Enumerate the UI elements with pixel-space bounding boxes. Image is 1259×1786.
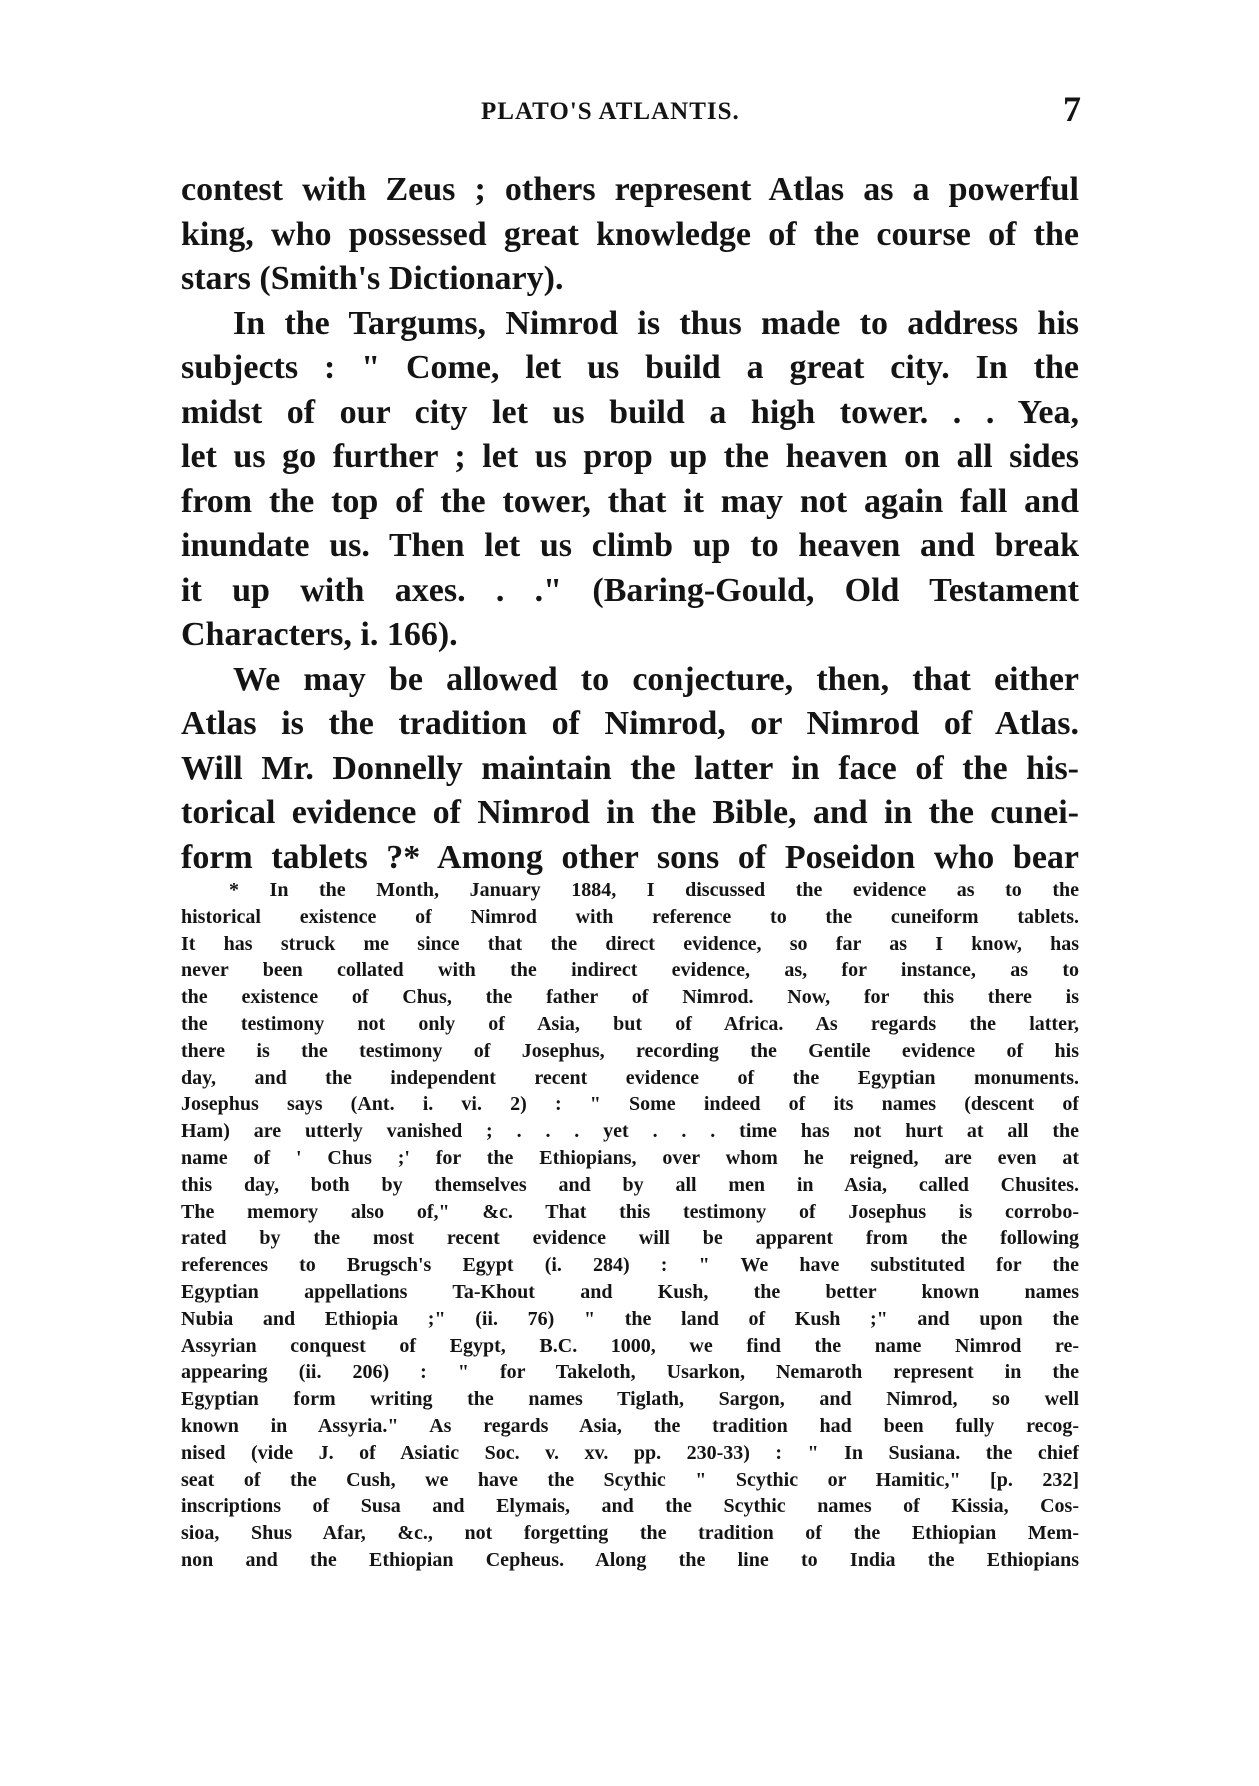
text-line: it up with axes. . ." (Baring-Gould, Old Testament	[181, 571, 1079, 609]
main-text	[181, 168, 1079, 880]
text-line: midst of our city let us build a high tower. . . Yea,	[181, 393, 1079, 431]
footnote-line: Nubia and Ethiopia ;" (ii. 76) " the land of Kush ;" and upon the	[181, 1307, 1079, 1330]
footnote-line: known in Assyria." As regards Asia, the tradition had been fully recog-	[181, 1414, 1079, 1437]
footnote-line: seat of the Cush, we have the Scythic " Scythic or Hamitic," [p. 232]	[181, 1468, 1079, 1491]
page-number: 7	[1063, 89, 1081, 129]
footnote-line: nised (vide J. of Asiatic Soc. v. xv. pp. 230-33) : " In Susiana. the chief	[181, 1441, 1079, 1464]
text-line: inundate us. Then let us climb up to heaven and break	[181, 527, 1079, 564]
footnote-line: Ham) are utterly vanished ; . . . yet . . . time has not hurt at all the	[181, 1120, 1079, 1143]
footnote-line: Josephus says (Ant. i. vi. 2) : " Some indeed of its names (descent of	[181, 1093, 1079, 1116]
footnote-line: It has struck me since that the direct evidence, so far as I know, has	[181, 932, 1079, 955]
footnote-line: Egyptian form writing the names Tiglath, Sargon, and Nimrod, so well	[181, 1388, 1079, 1411]
text-line: let us go further ; let us prop up the heaven on all sides	[181, 438, 1079, 475]
text-line: subjects : " Come, let us build a great city. In the	[181, 349, 1079, 386]
footnote	[181, 877, 1079, 1574]
footnote-line: The memory also of," &c. That this testimony of Josephus is corrobo-	[181, 1200, 1079, 1223]
footnote-line: there is the testimony of Josephus, recording the Gentile evidence of his	[181, 1039, 1079, 1062]
text-line: from the top of the tower, that it may not again fall and	[181, 482, 1079, 520]
footnote-line: Egyptian appellations Ta-Khout and Kush, the better known names	[181, 1280, 1079, 1303]
footnote-line: the testimony not only of Asia, but of Africa. As regards the latter,	[181, 1012, 1079, 1035]
running-title: PLATO'S ATLANTIS.	[481, 98, 740, 125]
text-line: We may be allowed to conjecture, then, that either	[233, 660, 1079, 698]
text-line: king, who possessed great knowledge of the course of the	[181, 215, 1079, 253]
footnote-line: never been collated with the indirect evidence, as, for instance, as to	[181, 959, 1079, 982]
footnote-line: the existence of Chus, the father of Nimrod. Now, for this there is	[181, 986, 1079, 1009]
text-line: In the Targums, Nimrod is thus made to address his	[233, 304, 1079, 342]
footnote-line: day, and the independent recent evidence of the Egyptian monuments.	[181, 1066, 1079, 1089]
footnote-line: appearing (ii. 206) : " for Takeloth, Usarkon, Nemaroth represent in the	[181, 1361, 1079, 1384]
footnote-line: rated by the most recent evidence will be apparent from the following	[181, 1227, 1079, 1250]
running-head	[181, 84, 1081, 144]
footnote-line: * In the Month, January 1884, I discussed the evidence as to the	[229, 879, 1079, 901]
footnote-line: Assyrian conquest of Egypt, B.C. 1000, we find the name Nimrod re-	[181, 1334, 1079, 1357]
text-line: form tablets ?* Among other sons of Poseidon who bear	[181, 838, 1079, 876]
footnote-line: sioa, Shus Afar, &c., not forgetting the tradition of the Ethiopian Mem-	[181, 1522, 1079, 1545]
footnote-line: non and the Ethiopian Cepheus. Along the line to India the Ethiopians	[181, 1548, 1079, 1571]
footnote-line: this day, both by themselves and by all men in Asia, called Chusites.	[181, 1173, 1079, 1196]
footnote-line: historical existence of Nimrod with reference to the cuneiform tablets.	[181, 905, 1079, 928]
text-line: Characters, i. 166).	[181, 616, 458, 653]
footnote-line: name of ' Chus ;' for the Ethiopians, over whom he reigned, are even at	[181, 1146, 1079, 1169]
footnote-line: references to Brugsch's Egypt (i. 284) : " We have substituted for the	[181, 1254, 1079, 1277]
text-line: Atlas is the tradition of Nimrod, or Nimrod of Atlas.	[181, 705, 1079, 742]
text-line: Will Mr. Donnelly maintain the latter in face of the his-	[181, 749, 1079, 787]
footnote-line: inscriptions of Susa and Elymais, and the Scythic names of Kissia, Cos-	[181, 1495, 1079, 1518]
text-line: stars (Smith's Dictionary).	[181, 260, 564, 297]
text-line: torical evidence of Nimrod in the Bible, and in the cunei-	[181, 794, 1079, 831]
text-line: contest with Zeus ; others represent Atlas as a powerful	[181, 171, 1079, 208]
